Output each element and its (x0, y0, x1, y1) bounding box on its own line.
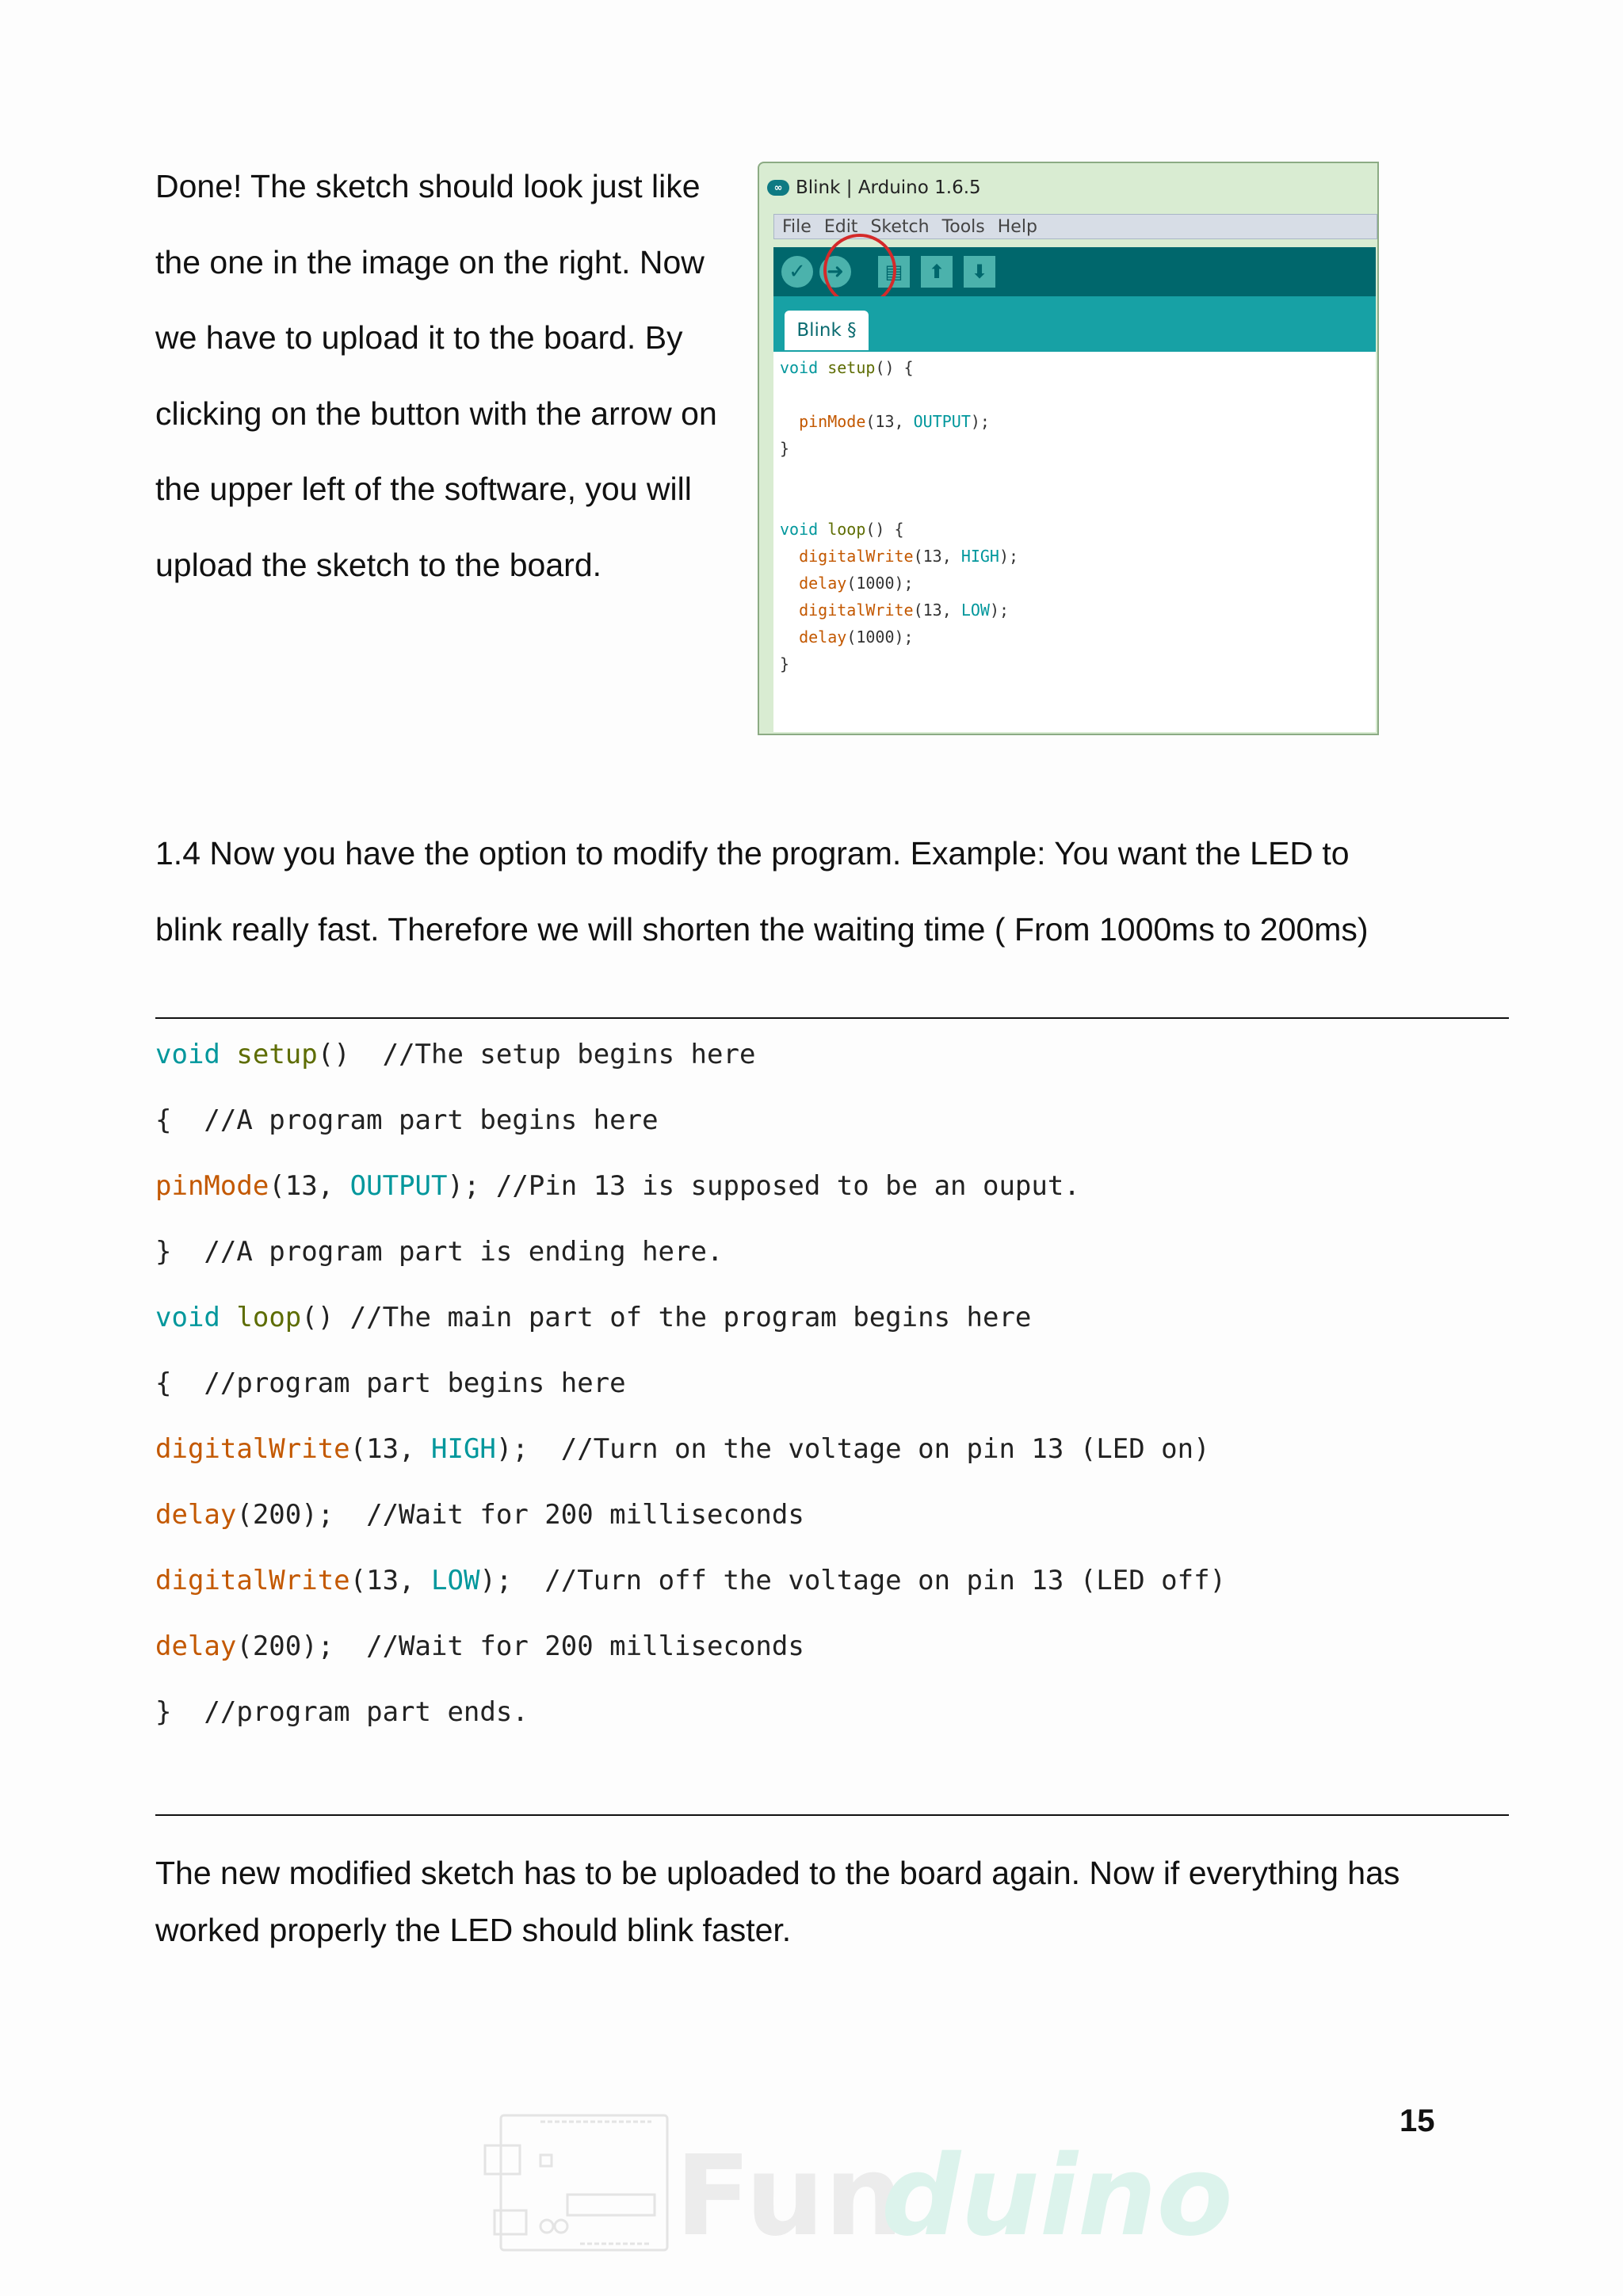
ide-code-line: digitalWrite(13, LOW); (799, 601, 1010, 620)
arrow-right-icon: ➜ (827, 260, 844, 284)
section-line: 1.4 Now you have the option to modify the program. Example: You want the LED to (155, 835, 1350, 871)
checkmark-icon: ✓ (789, 260, 806, 284)
code-line: { //A program part begins here (155, 1104, 659, 1136)
ide-code-line: void setup() { (780, 358, 914, 377)
code-line: delay(200); //Wait for 200 milliseconds (155, 1630, 804, 1662)
arrow-up-icon: ⬆ (928, 261, 945, 283)
new-file-icon: ▤ (884, 261, 903, 283)
intro-line: the one in the image on the right. Now (155, 243, 705, 280)
ide-tab-bar (773, 296, 1376, 352)
code-line: } //program part ends. (155, 1696, 529, 1728)
ide-code-line: delay(1000); (799, 574, 914, 593)
code-line: } //A program part is ending here. (155, 1236, 724, 1268)
menu-sketch[interactable]: Sketch (870, 216, 930, 237)
divider-top (155, 1017, 1509, 1019)
intro-line: we have to upload it to the board. By (155, 319, 683, 356)
ide-code-line: pinMode(13, OUTPUT); (799, 412, 990, 431)
intro-line: the upper left of the software, you will (155, 471, 692, 507)
page-number: 15 (1400, 2103, 1435, 2138)
logo-text-duino: duino (881, 2132, 1233, 2261)
open-button[interactable] (921, 256, 953, 288)
arrow-down-icon: ⬇ (971, 261, 988, 283)
ide-code-line: digitalWrite(13, HIGH); (799, 547, 1019, 566)
code-line: void loop() //The main part of the program begins here (155, 1302, 1032, 1333)
section-line: blink really fast. Therefore we will shorten the waiting time ( From 1000ms to 200ms) (155, 910, 1369, 948)
funduino-logo (485, 2107, 1233, 2261)
arduino-ide-screenshot (758, 162, 1365, 707)
logo-text-fun: Fun (675, 2132, 903, 2261)
intro-line: clicking on the button with the arrow on (155, 395, 717, 432)
intro-line: Done! The sketch should look just like (155, 168, 701, 204)
ide-window-title: Blink | Arduino 1.6.5 (796, 177, 981, 198)
code-line: pinMode(13, OUTPUT); //Pin 13 is supposed to be an ouput. (155, 1170, 1080, 1202)
ide-title-bar (767, 174, 981, 201)
ide-code-line: delay(1000); (799, 627, 914, 646)
tab-blink[interactable]: Blink § (785, 311, 869, 350)
ide-window (758, 162, 1379, 735)
menu-help[interactable]: Help (997, 216, 1037, 237)
code-line: void setup() //The setup begins here (155, 1039, 756, 1070)
section-1-4-paragraph (155, 816, 1503, 967)
menu-file[interactable]: File (782, 216, 812, 237)
ide-code-line: } (780, 654, 790, 673)
menu-edit[interactable]: Edit (823, 216, 858, 237)
arduino-board-icon (485, 2115, 667, 2250)
divider-bottom (155, 1814, 1509, 1816)
menu-tools[interactable]: Tools (941, 216, 985, 237)
ide-code-line: } (780, 439, 790, 458)
code-line: digitalWrite(13, LOW); //Turn off the voltage on pin 13 (LED off) (155, 1565, 1227, 1596)
ide-code-line: void loop() { (780, 520, 904, 539)
arduino-logo-icon: ∞ (767, 180, 789, 196)
outro-line: worked properly the LED should blink faster. (155, 1912, 792, 1948)
save-button[interactable] (964, 256, 995, 288)
code-line: delay(200); //Wait for 200 milliseconds (155, 1499, 804, 1531)
code-line: { //program part begins here (155, 1367, 626, 1399)
outro-line: The new modified sketch has to be uploaded to the board again. Now if everything has (155, 1855, 1400, 1891)
verify-button[interactable] (781, 256, 813, 288)
intro-paragraph (155, 149, 742, 603)
outro-paragraph (155, 1844, 1503, 1958)
code-listing (155, 1022, 1226, 1745)
code-line: digitalWrite(13, HIGH); //Turn on the voltage on pin 13 (LED on) (155, 1433, 1210, 1465)
ide-code-editor[interactable] (773, 352, 1376, 732)
intro-line: upload the sketch to the board. (155, 546, 602, 583)
